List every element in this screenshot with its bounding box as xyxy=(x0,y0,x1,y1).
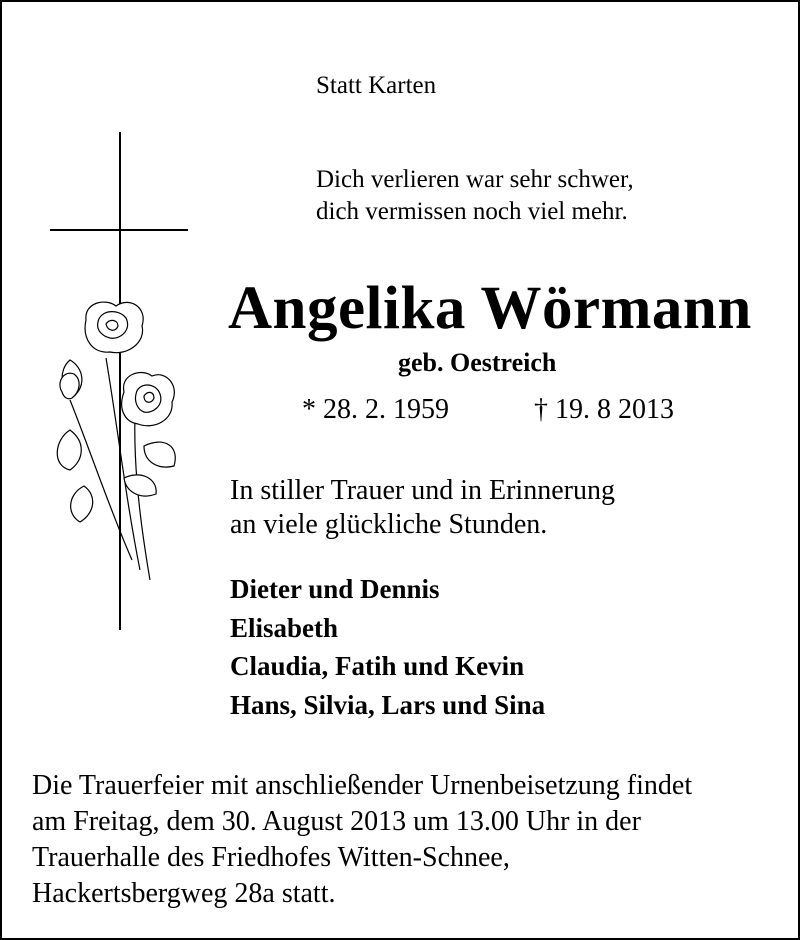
verse-line: dich vermissen noch viel mehr. xyxy=(316,198,628,225)
birth-date: * 28. 2. 1959 xyxy=(302,394,449,425)
service-line: Trauerhalle des Friedhofes Witten-Schnee, xyxy=(32,842,510,873)
service-line: am Freitag, dem 30. August 2013 um 13.00 Uhr in der xyxy=(32,806,641,837)
death-date: † 19. 8 2013 xyxy=(534,394,674,425)
family-member: Hans, Silvia, Lars und Sina xyxy=(230,689,546,720)
deceased-name: Angelika Wörmann xyxy=(228,275,752,342)
mourning-text xyxy=(230,474,615,542)
cross-with-roses-icon xyxy=(40,130,200,640)
service-info xyxy=(32,768,692,912)
family-member: Claudia, Fatih und Kevin xyxy=(230,651,525,681)
verse xyxy=(316,164,634,228)
family-list xyxy=(230,570,545,724)
intro-text: Statt Karten xyxy=(316,72,437,99)
service-line: Hackertsbergweg 28a statt. xyxy=(32,878,336,909)
service-line: Die Trauerfeier mit anschließender Urnenbeisetzung findet xyxy=(32,770,693,801)
maiden-name: geb. Oestreich xyxy=(398,348,557,377)
family-member: Elisabeth xyxy=(230,612,339,643)
mourning-line: an viele glückliche Stunden. xyxy=(230,509,548,540)
family-member: Dieter und Dennis xyxy=(230,574,440,604)
mourning-line: In stiller Trauer und in Erinnerung xyxy=(230,475,615,506)
verse-line: Dich verlieren war sehr schwer, xyxy=(316,166,634,193)
